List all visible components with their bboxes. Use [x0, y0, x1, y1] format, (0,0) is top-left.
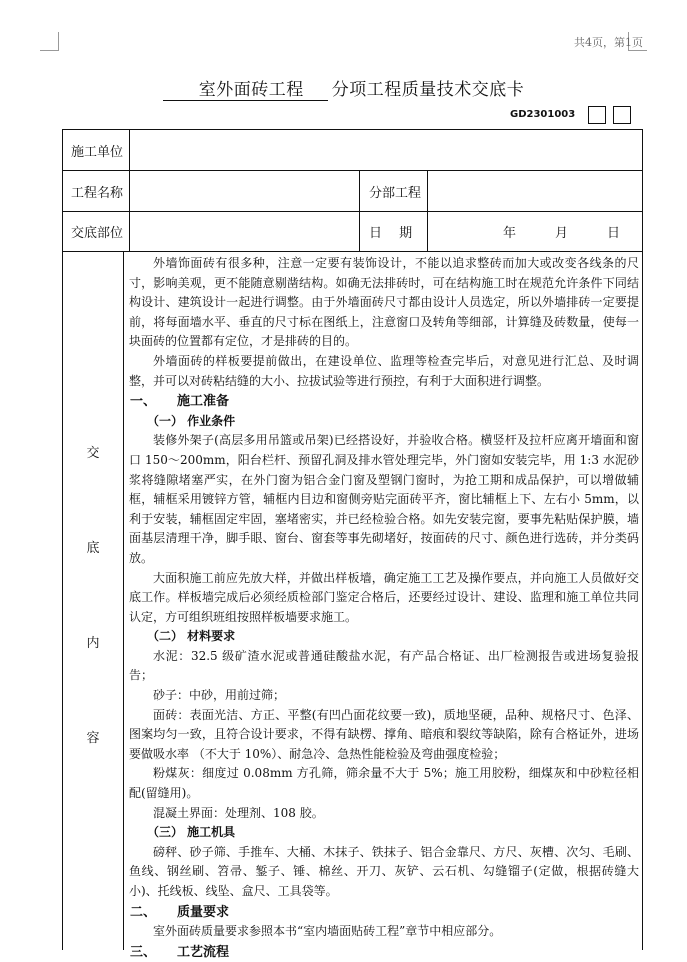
- page-counter: 共4页，第1页: [574, 36, 643, 49]
- form-table: [62, 129, 643, 960]
- date-value: 年 月 日: [503, 226, 621, 241]
- page-corner-mark-left: [40, 32, 59, 51]
- side-char: 底: [86, 541, 100, 556]
- side-char: 交: [86, 446, 100, 461]
- subsection-heading: （二） 材料要求: [147, 629, 236, 644]
- divider: [427, 171, 428, 211]
- side-char: 内: [86, 636, 100, 651]
- divider: [359, 171, 360, 211]
- row-project-name: [63, 171, 642, 212]
- divider: [359, 212, 360, 251]
- divider: [129, 212, 130, 251]
- divider: [129, 130, 130, 170]
- side-label-column: [63, 252, 124, 950]
- title-suffix: 分项工程质量技术交底卡: [331, 80, 525, 100]
- section-number: 二、: [130, 904, 157, 920]
- side-char: 容: [86, 731, 100, 746]
- document-code: GD2301003: [510, 109, 576, 120]
- section-title: 施工准备: [177, 394, 230, 410]
- location-label: 交底部位: [71, 226, 124, 241]
- body-paragraph: 面砖：表面光洁、方正、平整(有凹凸面花纹要一致)，质地坚硬，品种、规格尺寸、色泽、图案均匀一致，且符合设计要求，不得有缺楞、撑角、暗痕和裂纹等缺陷，除有合格证外，进场要做吸水率 （不大于 10%）、耐急冷、急热性能检验及弯曲强度检验；: [129, 707, 639, 761]
- body-paragraph: 装修外架子(高层多用吊篮或吊架)已经搭设好，并验收合格。横竖杆及拉杆应离开墙面和窗口 150～200mm，阳台栏杆、预留孔洞及排水管处理完毕，外门窗如安装完毕，用 1:3 水泥砂浆将缝隙堵塞严实，在外门窗为铝合金门窗及塑钢门窗时，为抢工期和成品保护，可以增做辅框，辅框采用镀锌方管，辅框内目边和窗侧旁贴完面砖平齐，窗比辅框上下、左右小 5mm，以利于安装，辅框固定牢固，塞堵密实，并已经检验合格。如先安装完窗，要事先粘贴保护膜，墙面基层清理干净，脚手眼、窗台、窗套等事先砌堵好，按面砖的尺寸、颜色进行选砖，并分类码放。: [129, 433, 639, 565]
- checkbox-1[interactable]: [588, 106, 606, 124]
- subsection-heading: （三） 施工机具: [147, 825, 236, 840]
- subsection-heading: （一） 作业条件: [147, 413, 236, 428]
- construction-unit-label: 施工单位: [71, 144, 124, 160]
- project-name-label: 工程名称: [71, 185, 124, 201]
- section-heading-quality: [129, 903, 639, 923]
- divider: [129, 171, 130, 211]
- row-location: [63, 212, 642, 252]
- document-title: [0, 75, 687, 101]
- body-paragraph: 磅秤、砂子筛、手推车、大桶、木抹子、铁抹子、铝合金靠尺、方尺、灰槽、次匀、毛刷、鱼线、钢丝刷、笤帚、錾子、锤、棉丝、开刀、灰铲、云石机、勾缝镏子(定做，根据砖缝大小)、托线板、线坠、盒尺、工具袋等。: [129, 844, 639, 898]
- content-body: [129, 254, 639, 962]
- body-paragraph: 粉煤灰：细度过 0.08mm 方孔筛，筛余量不大于 5%；施工用胶粉，细煤灰和中砂粒径相配(留缝用)。: [129, 766, 639, 801]
- intro-paragraph: 外墙饰面砖有很多种，注意一定要有装饰设计，不能以追求整砖而加大或改变各线条的尺寸，影响美观，更不能随意剔凿结构。如确无法排砖时，可在结构施工时在规范允许条件下同结构设计、建筑设计一起进行调整。由于外墙面砖尺寸都由设计人员选定，所以外墙排砖一定要提前，将每面墙水平、垂直的尺寸标在图纸上，注意窗口及转角等细部，计算缝及砖数量，使每一块面砖的位置都有定位，才是排砖的目的。: [129, 256, 639, 349]
- section-title: 工艺流程: [177, 944, 230, 960]
- section-heading-process: [129, 943, 639, 962]
- sub-project-label: 分部工程: [369, 185, 422, 201]
- checkbox-2[interactable]: [613, 106, 631, 124]
- date-label: 日 期: [369, 226, 413, 241]
- title-project-name: 室外面砖工程: [163, 75, 328, 101]
- body-paragraph: 室外面砖质量要求参照本书“室内墙面贴砖工程”章节中相应部分。: [153, 924, 502, 939]
- body-paragraph: 水泥：32.5 级矿渣水泥或普通硅酸盐水泥，有产品合格证、出厂检测报告或进场复验报告；: [129, 648, 639, 683]
- row-construction-unit: [63, 130, 642, 171]
- section-number: 三、: [130, 944, 157, 960]
- section-title: 质量要求: [177, 904, 230, 920]
- body-paragraph: 砂子：中砂，用前过筛；: [153, 688, 286, 703]
- divider: [427, 212, 428, 251]
- section-heading-prep: [129, 392, 639, 412]
- body-paragraph: 大面积施工前应先放大样，并做出样板墙，确定施工工艺及操作要点，并向施工人员做好交底工作。样板墙完成后必须经质检部门鉴定合格后，还要经过设计、建设、监理和施工单位共同认定，方可组织班组按照样板墙要求施工。: [129, 570, 639, 624]
- intro-paragraph: 外墙面砖的样板要提前做出，在建设单位、监理等检查完毕后，对意见进行汇总、及时调整，并可以对砖粘结缝的大小、拉拔试验等进行预控，有利于大面积进行调整。: [129, 353, 639, 388]
- body-paragraph: 混凝土界面：处理剂、108 胶。: [153, 805, 324, 820]
- section-number: 一、: [130, 394, 157, 410]
